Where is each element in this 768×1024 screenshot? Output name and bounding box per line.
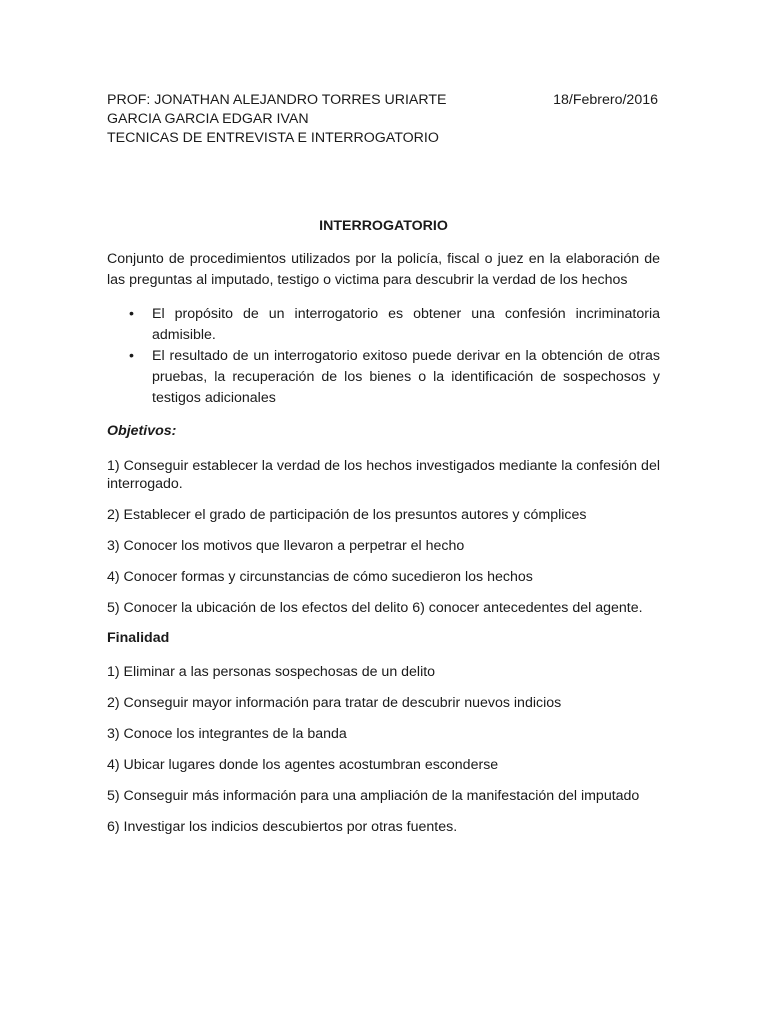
document-page xyxy=(107,0,660,1024)
objective-item: 5) Conocer la ubicación de los efectos del delito 6) conocer antecedentes del agente. xyxy=(107,600,643,616)
bullet-item xyxy=(107,304,660,346)
professor-name: PROF: JONATHAN ALEJANDRO TORRES URIARTE xyxy=(107,92,447,108)
purpose-item: 3) Conoce los integrantes de la banda xyxy=(107,726,347,742)
objective-item: 4) Conocer formas y circunstancias de cómo sucedieron los hechos xyxy=(107,569,533,585)
document-title: INTERROGATORIO xyxy=(319,218,448,234)
bullet-text: El propósito de un interrogatorio es obtener una confesión incriminatoria admisible. xyxy=(152,306,660,343)
header-first-row xyxy=(107,91,660,110)
purpose-item: 5) Conseguir más información para una ampliación de la manifestación del imputado xyxy=(107,788,640,804)
bullet-icon: • xyxy=(129,348,134,364)
document-header xyxy=(107,91,660,148)
bullet-text: El resultado de un interrogatorio exitoso puede derivar en la obtención de otras pruebas, la recuperación de los bienes o la identificación de sospechosos y testigos adicionales xyxy=(152,348,660,406)
purpose-list xyxy=(107,663,660,836)
document-body xyxy=(107,249,660,836)
bullet-icon: • xyxy=(129,306,134,322)
bullet-item xyxy=(107,346,660,409)
purpose-item: 1) Eliminar a las personas sospechosas de un delito xyxy=(107,664,436,680)
bullet-list xyxy=(107,304,660,409)
definition-paragraph: Conjunto de procedimientos utilizados por la policía, fiscal o juez en la elaboración de las preguntas al imputado, testigo o victima para descubrir la verdad de los hechos xyxy=(107,251,660,288)
purpose-item: 6) Investigar los indicios descubiertos por otras fuentes. xyxy=(107,819,458,835)
purpose-item: 2) Conseguir mayor información para tratar de descubrir nuevos indicios xyxy=(107,695,562,711)
objectives-heading: Objetivos: xyxy=(107,423,177,439)
purpose-heading: Finalidad xyxy=(107,630,170,646)
objectives-list xyxy=(107,457,660,617)
student-name: GARCIA GARCIA EDGAR IVAN xyxy=(107,111,309,127)
document-date: 18/Febrero/2016 xyxy=(553,92,658,108)
objective-item: 3) Conocer los motivos que llevaron a perpetrar el hecho xyxy=(107,538,465,554)
objective-item: 1) Conseguir establecer la verdad de los hechos investigados mediante la confesión del interrogado. xyxy=(107,458,660,492)
course-name: TECNICAS DE ENTREVISTA E INTERROGATORIO xyxy=(107,130,439,146)
objective-item: 2) Establecer el grado de participación de los presuntos autores y cómplices xyxy=(107,507,587,523)
purpose-item: 4) Ubicar lugares donde los agentes acostumbran esconderse xyxy=(107,757,499,773)
